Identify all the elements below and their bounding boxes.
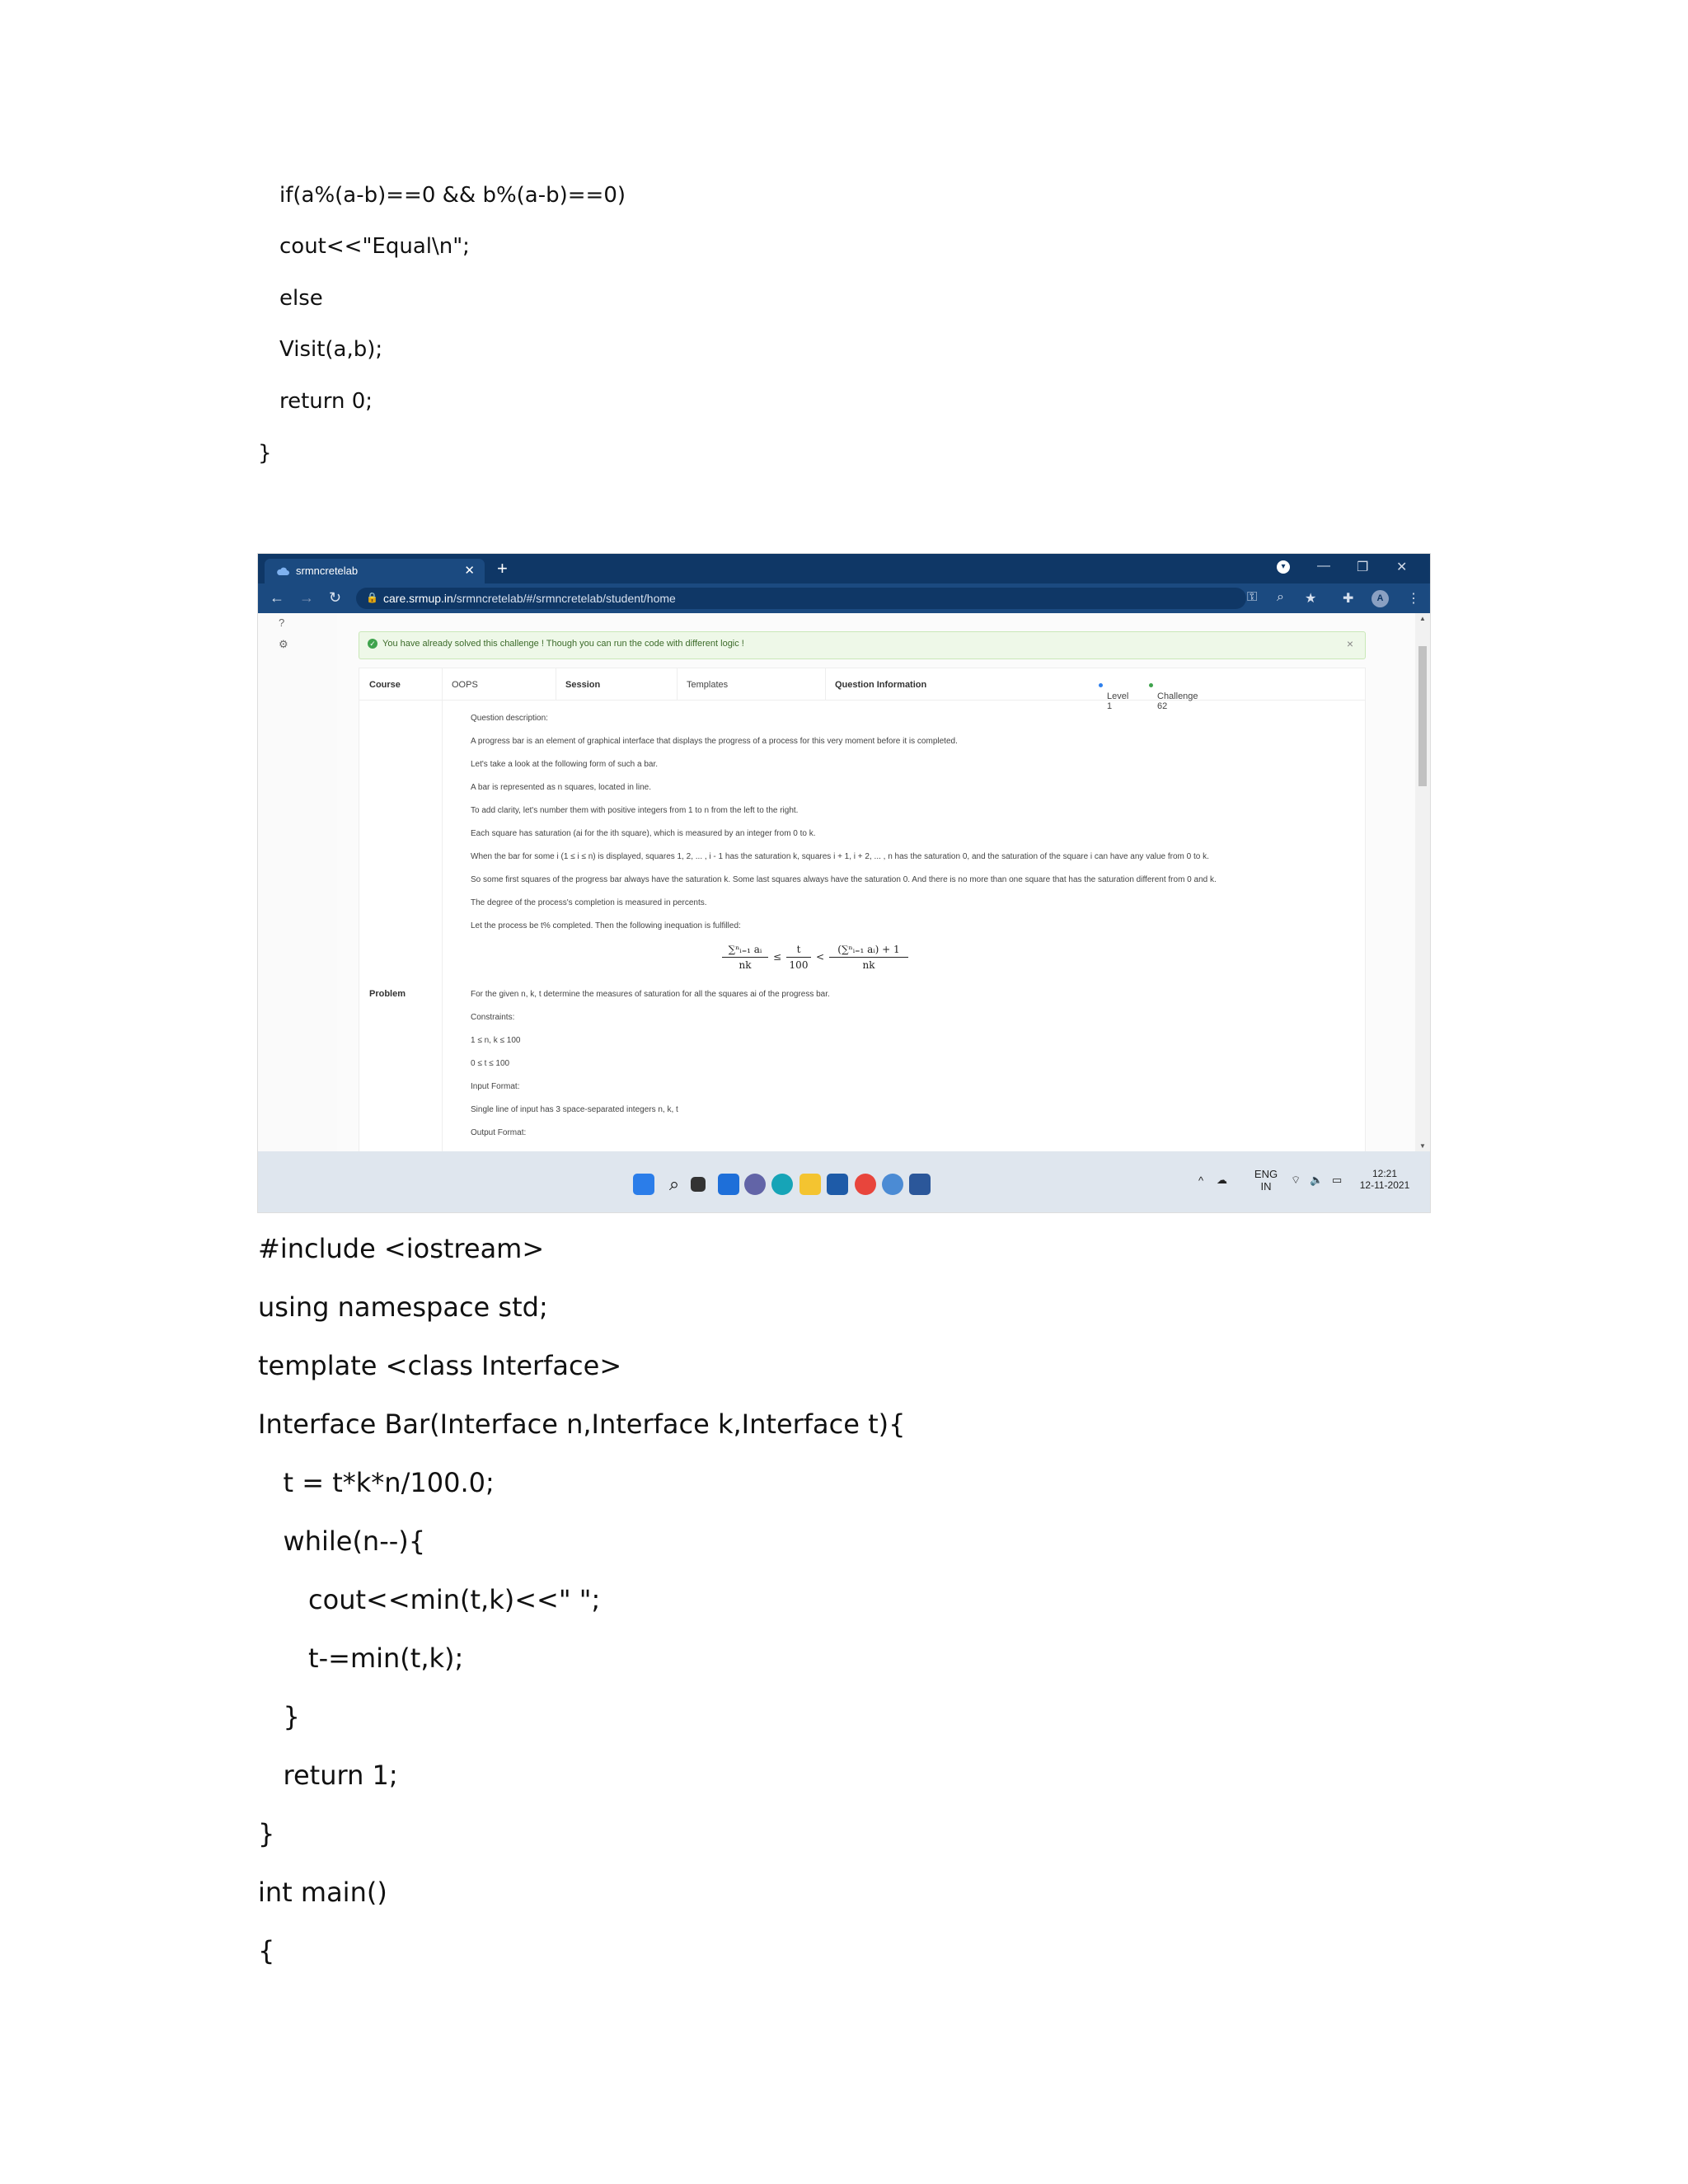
- session-value: Templates: [687, 680, 729, 690]
- code-line: {: [258, 1935, 275, 1966]
- browser-tab-bar: [258, 554, 1430, 583]
- formula-lt: <: [816, 951, 825, 963]
- question-header: [359, 668, 1365, 711]
- question-line: So some first squares of the progress bar always have the saturation k. Some last squares always have the saturation 0. And there is no more than one square that has the saturation different from 0 and k.: [471, 875, 1217, 884]
- extensions-icon[interactable]: ✚: [1343, 592, 1354, 606]
- code-line: using namespace std;: [258, 1291, 548, 1323]
- date-text: 12-11-2021: [1359, 1179, 1410, 1191]
- inequation-formula: [722, 944, 912, 978]
- zoom-icon[interactable]: ⌕: [1277, 590, 1284, 604]
- question-line: Input Format:: [471, 1082, 520, 1091]
- check-icon: ✓: [368, 639, 377, 649]
- widgets-icon[interactable]: [718, 1174, 739, 1195]
- chrome-icon[interactable]: [855, 1174, 876, 1195]
- scroll-up-icon[interactable]: ▲: [1419, 615, 1426, 622]
- start-icon[interactable]: [633, 1174, 654, 1195]
- file-explorer-icon[interactable]: [799, 1174, 821, 1195]
- code-line: #include <iostream>: [258, 1233, 545, 1264]
- restore-icon[interactable]: ❐: [1357, 560, 1369, 574]
- level-badge: [1099, 680, 1129, 711]
- clock[interactable]: [1357, 1168, 1413, 1191]
- code-line: Visit(a,b);: [279, 337, 383, 362]
- web-page: [258, 613, 1430, 1151]
- word-icon[interactable]: [909, 1174, 931, 1195]
- task-view-icon[interactable]: [691, 1177, 706, 1192]
- question-line: Output Format:: [471, 1128, 527, 1137]
- store-icon[interactable]: [827, 1174, 848, 1195]
- edge-icon[interactable]: [771, 1174, 793, 1195]
- code-line: while(n--){: [258, 1526, 426, 1557]
- code-line: else: [279, 286, 323, 311]
- formula-mid-num: t: [796, 944, 801, 955]
- challenge-card: [359, 668, 1366, 1155]
- browser-screenshot: [258, 554, 1430, 1212]
- lock-icon: 🔒: [366, 592, 378, 603]
- chevron-up-icon[interactable]: ^: [1198, 1174, 1204, 1187]
- question-line: 1 ≤ n, k ≤ 100: [471, 1036, 521, 1045]
- code-line: cout<<"Equal\n";: [279, 234, 470, 259]
- challenge-text: Challenge 62: [1157, 691, 1198, 711]
- star-icon[interactable]: ★: [1305, 592, 1317, 606]
- tab-title: srmncretelab: [296, 565, 359, 577]
- success-alert: [359, 631, 1366, 659]
- back-icon[interactable]: ←: [270, 589, 284, 606]
- question-line: A progress bar is an element of graphical interface that displays the progress of a process for this very moment before it is completed.: [471, 737, 958, 746]
- key-icon[interactable]: ⚿: [1247, 590, 1258, 604]
- profile-menu-icon[interactable]: ▾: [1277, 560, 1290, 574]
- scroll-down-icon[interactable]: ▼: [1419, 1142, 1426, 1150]
- chat-icon[interactable]: [744, 1174, 766, 1195]
- new-tab-icon[interactable]: +: [497, 558, 508, 579]
- language-indicator[interactable]: [1251, 1168, 1281, 1193]
- code-line: return 1;: [258, 1760, 398, 1791]
- code-line: t-=min(t,k);: [258, 1643, 464, 1674]
- code-line: }: [258, 441, 272, 466]
- question-line: When the bar for some i (1 ≤ i ≤ n) is displayed, squares 1, 2, ... , i - 1 has the saturation k, squares i + 1, i + 2, ... , n has the saturation 0, and the saturation of the square i can have any value from 0 to k.: [471, 852, 1209, 861]
- session-label: Session: [565, 680, 601, 690]
- question-line: Let's take a look at the following form of such a bar.: [471, 760, 659, 769]
- code-line: if(a%(a-b)==0 && b%(a-b)==0): [279, 183, 626, 208]
- formula-mid-den: 100: [789, 959, 809, 971]
- url-host: care.srmup.in: [383, 592, 453, 605]
- alert-close-icon[interactable]: ×: [1346, 637, 1353, 650]
- question-line: A bar is represented as n squares, located in line.: [471, 783, 652, 792]
- formula-left-num: ∑ⁿᵢ₌₁ aᵢ: [728, 944, 762, 955]
- code-line: int main(): [258, 1877, 387, 1908]
- url-text: [383, 592, 676, 605]
- problem-label: Problem: [369, 989, 406, 999]
- challenge-badge: [1149, 680, 1198, 711]
- code-line: return 0;: [279, 389, 373, 414]
- question-info-label: Question Information: [835, 680, 927, 690]
- question-line: To add clarity, let's number them with positive integers from 1 to n from the left to the right.: [471, 806, 799, 815]
- left-rail: [258, 613, 337, 1151]
- address-row: [258, 583, 1430, 613]
- wifi-icon[interactable]: ⌔: [1291, 1174, 1301, 1186]
- cloud-icon: [276, 566, 289, 576]
- alert-text: You have already solved this challenge ! Though you can run the code with different logic !: [382, 639, 744, 649]
- formula-right-num: (∑ⁿᵢ₌₁ aᵢ) + 1: [837, 944, 900, 955]
- code-line: Interface Bar(Interface n,Interface k,Interface t){: [258, 1408, 906, 1440]
- volume-icon[interactable]: 🔈: [1310, 1174, 1324, 1186]
- code-line: cout<<min(t,k)<<" ";: [258, 1584, 601, 1615]
- page-scrollbar[interactable]: [1415, 613, 1430, 1151]
- question-line: For the given n, k, t determine the measures of saturation for all the squares ai of the progress bar.: [471, 990, 830, 999]
- windows-taskbar: [258, 1151, 1430, 1212]
- question-line: Each square has saturation (ai for the ith square), which is measured by an integer from 0 to k.: [471, 829, 816, 838]
- chrome-profile-icon[interactable]: [882, 1174, 903, 1195]
- battery-icon[interactable]: ▭: [1332, 1174, 1343, 1186]
- question-line: Let the process be t% completed. Then the following inequation is fulfilled:: [471, 921, 741, 930]
- question-line: Constraints:: [471, 1013, 515, 1022]
- question-line: The degree of the process's completion is measured in percents.: [471, 898, 707, 907]
- time-text: 12:21: [1372, 1168, 1398, 1179]
- course-value: OOPS: [452, 680, 478, 690]
- avatar[interactable]: A: [1372, 590, 1389, 607]
- code-line: template <class Interface>: [258, 1350, 622, 1381]
- lang-text: ENG: [1254, 1168, 1278, 1180]
- forward-icon[interactable]: →: [299, 589, 314, 606]
- search-icon[interactable]: ⌕: [668, 1174, 680, 1194]
- reload-icon[interactable]: ↻: [329, 589, 342, 606]
- scrollbar-thumb[interactable]: [1418, 646, 1427, 786]
- window-close-icon[interactable]: ✕: [1396, 560, 1408, 574]
- level-text: Level 1: [1107, 691, 1129, 711]
- minimize-icon[interactable]: —: [1317, 559, 1330, 573]
- label-column: [359, 701, 443, 1155]
- tab-close-icon[interactable]: ✕: [464, 564, 475, 578]
- url-path: /srmncretelab/#/srmncretelab/student/home: [452, 592, 676, 605]
- formula-left-den: nk: [738, 959, 752, 971]
- question-line: Single line of input has 3 space-separated integers n, k, t: [471, 1105, 678, 1114]
- question-line: Question description:: [471, 714, 548, 723]
- formula-right-den: nk: [862, 959, 875, 971]
- browser-tab[interactable]: [265, 559, 485, 583]
- code-line: }: [258, 1818, 275, 1849]
- course-label: Course: [369, 680, 401, 690]
- code-line: }: [258, 1701, 300, 1732]
- region-text: IN: [1260, 1180, 1272, 1193]
- help-icon[interactable]: ?: [279, 616, 285, 629]
- formula-le: ≤: [773, 951, 782, 963]
- address-bar[interactable]: [356, 588, 1246, 609]
- code-line: t = t*k*n/100.0;: [258, 1467, 495, 1498]
- onedrive-icon[interactable]: ☁: [1217, 1174, 1227, 1186]
- settings-icon[interactable]: ⚙: [279, 638, 288, 650]
- menu-kebab-icon[interactable]: ⋮: [1407, 592, 1420, 606]
- question-line: 0 ≤ t ≤ 100: [471, 1059, 510, 1068]
